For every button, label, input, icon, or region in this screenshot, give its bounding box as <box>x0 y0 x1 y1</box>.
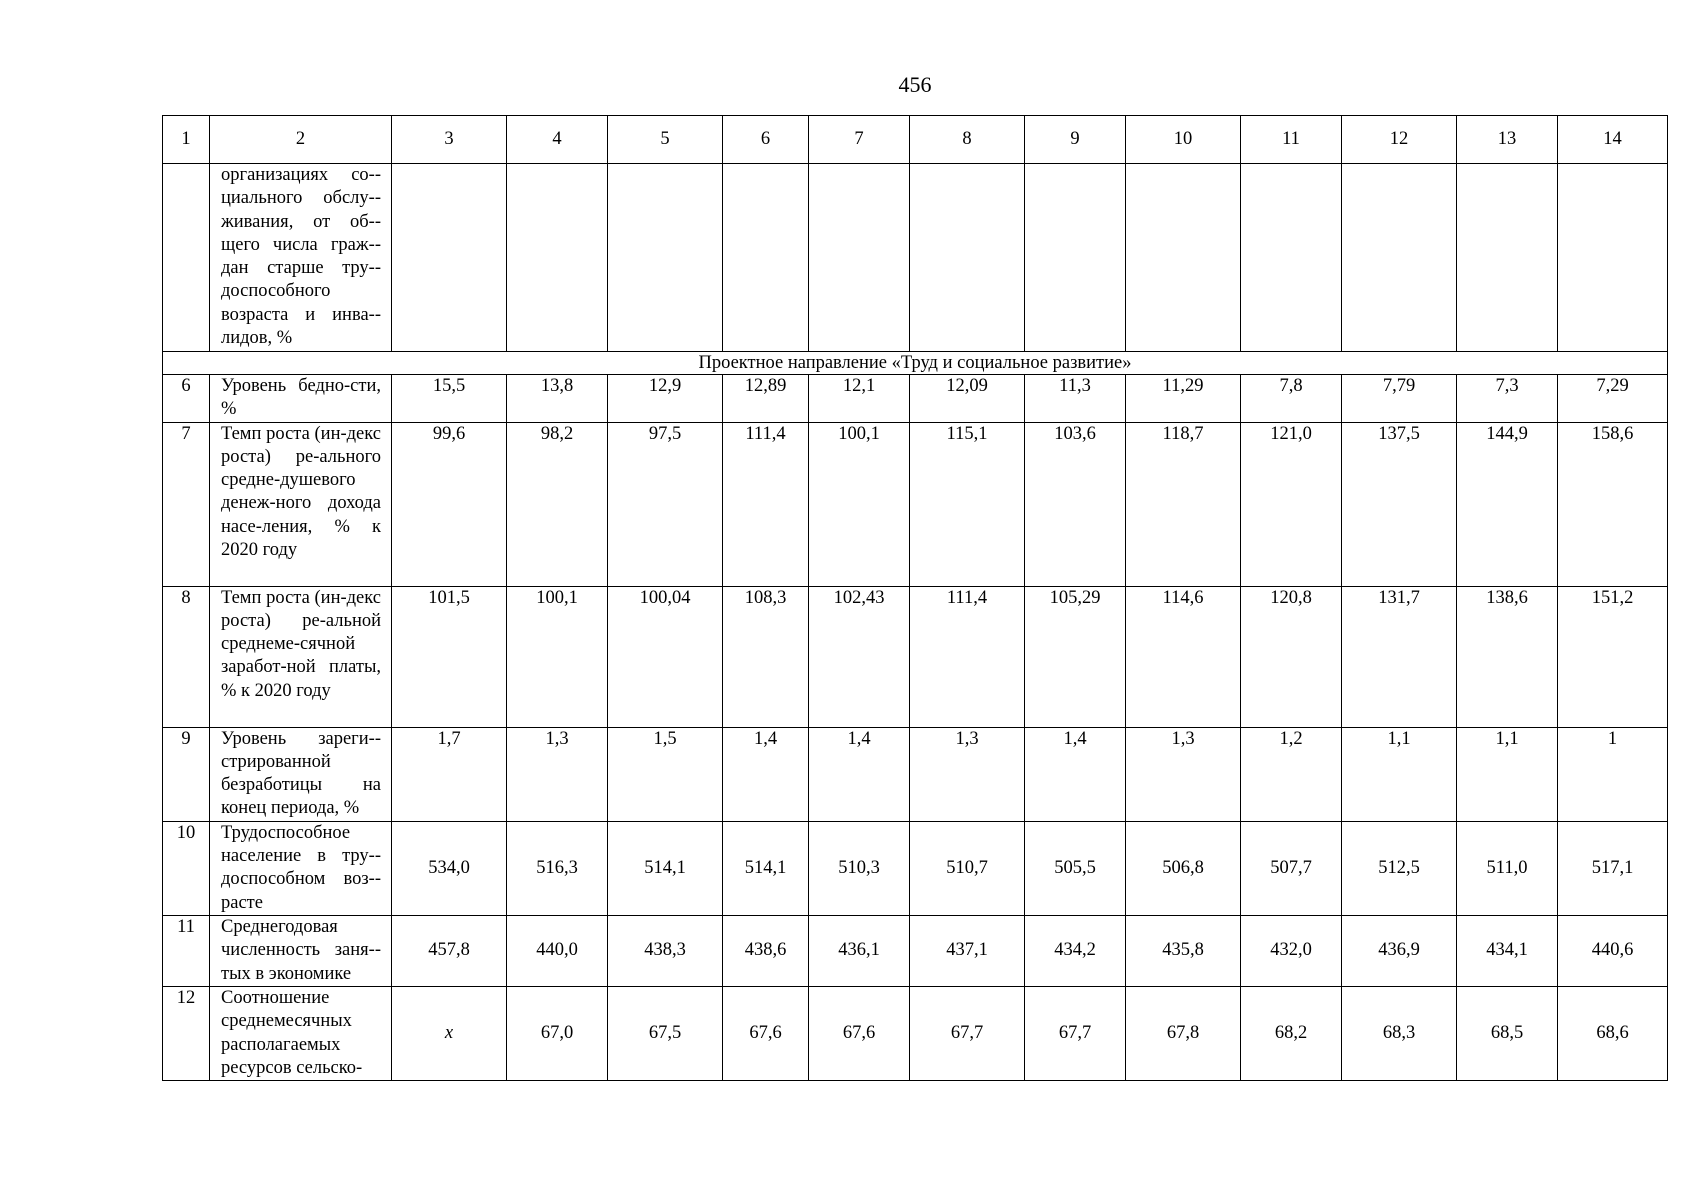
row-number: 10 <box>163 821 210 915</box>
value-cell: 438,6 <box>723 915 809 986</box>
indicator-name: Темп роста (ин-декс роста) ре-ального средне-душевого денеж-ного дохода насе-ления, % к 2020 году <box>210 422 392 586</box>
value-cell: 437,1 <box>910 915 1025 986</box>
value-cell: 7,79 <box>1342 375 1457 423</box>
value-cell: 505,5 <box>1025 821 1126 915</box>
value-cell: 68,6 <box>1558 986 1668 1080</box>
column-header: 5 <box>608 116 723 164</box>
indicator-name: Уровень зареги-стрированной безработицы на конец периода, % <box>210 727 392 821</box>
value-cell: 68,5 <box>1457 986 1558 1080</box>
value-cell: 436,1 <box>809 915 910 986</box>
value-cell: 121,0 <box>1241 422 1342 586</box>
table-row <box>163 586 1668 727</box>
value-cell: 67,6 <box>723 986 809 1080</box>
column-header: 2 <box>210 116 392 164</box>
value-cell: 12,1 <box>809 375 910 423</box>
value-cell: 67,7 <box>1025 986 1126 1080</box>
value-cell: 510,7 <box>910 821 1025 915</box>
value-cell: 1,2 <box>1241 727 1342 821</box>
value-cell: 514,1 <box>608 821 723 915</box>
value-cell: 67,8 <box>1126 986 1241 1080</box>
value-cell <box>1342 164 1457 352</box>
value-cell: 7,3 <box>1457 375 1558 423</box>
column-header: 6 <box>723 116 809 164</box>
value-cell: 440,6 <box>1558 915 1668 986</box>
value-cell <box>910 164 1025 352</box>
value-cell: 114,6 <box>1126 586 1241 727</box>
value-cell: 101,5 <box>392 586 507 727</box>
value-cell <box>1457 164 1558 352</box>
row-number: 12 <box>163 986 210 1080</box>
value-cell: 7,29 <box>1558 375 1668 423</box>
value-cell: 137,5 <box>1342 422 1457 586</box>
value-cell: 111,4 <box>910 586 1025 727</box>
column-header: 11 <box>1241 116 1342 164</box>
value-cell: 507,7 <box>1241 821 1342 915</box>
value-cell: 13,8 <box>507 375 608 423</box>
value-cell: 438,3 <box>608 915 723 986</box>
value-cell: 1,4 <box>723 727 809 821</box>
value-cell <box>608 164 723 352</box>
value-cell: 1,5 <box>608 727 723 821</box>
value-cell: 68,2 <box>1241 986 1342 1080</box>
column-header: 14 <box>1558 116 1668 164</box>
row-number: 7 <box>163 422 210 586</box>
indicator-name: Уровень бедно-сти, % <box>210 375 392 423</box>
row-number: 11 <box>163 915 210 986</box>
value-cell: 7,8 <box>1241 375 1342 423</box>
table-row <box>163 915 1668 986</box>
value-cell <box>1558 164 1668 352</box>
value-cell: 1,7 <box>392 727 507 821</box>
value-cell: 512,5 <box>1342 821 1457 915</box>
value-cell: 1 <box>1558 727 1668 821</box>
value-cell <box>809 164 910 352</box>
value-cell: 511,0 <box>1457 821 1558 915</box>
value-cell: 67,7 <box>910 986 1025 1080</box>
column-header: 1 <box>163 116 210 164</box>
row-number: 6 <box>163 375 210 423</box>
column-header: 12 <box>1342 116 1457 164</box>
value-cell: 1,3 <box>1126 727 1241 821</box>
value-cell <box>723 164 809 352</box>
value-cell: 1,3 <box>507 727 608 821</box>
value-cell: 68,3 <box>1342 986 1457 1080</box>
value-cell: 15,5 <box>392 375 507 423</box>
value-cell: 11,3 <box>1025 375 1126 423</box>
value-cell: 98,2 <box>507 422 608 586</box>
value-cell <box>507 164 608 352</box>
value-cell: 102,43 <box>809 586 910 727</box>
value-cell <box>392 164 507 352</box>
column-header: 7 <box>809 116 910 164</box>
row-number: 8 <box>163 586 210 727</box>
value-cell: 434,2 <box>1025 915 1126 986</box>
value-cell: 11,29 <box>1126 375 1241 423</box>
value-cell: 432,0 <box>1241 915 1342 986</box>
value-cell: 1,1 <box>1342 727 1457 821</box>
column-header: 10 <box>1126 116 1241 164</box>
value-cell: 115,1 <box>910 422 1025 586</box>
page-number: 456 <box>898 72 932 97</box>
value-cell: 103,6 <box>1025 422 1126 586</box>
value-cell: 108,3 <box>723 586 809 727</box>
value-cell: 434,1 <box>1457 915 1558 986</box>
value-cell: 144,9 <box>1457 422 1558 586</box>
value-cell: 67,5 <box>608 986 723 1080</box>
value-cell: 100,1 <box>507 586 608 727</box>
row-number: 9 <box>163 727 210 821</box>
value-cell: 138,6 <box>1457 586 1558 727</box>
column-header: 8 <box>910 116 1025 164</box>
value-cell <box>1025 164 1126 352</box>
column-header: 9 <box>1025 116 1126 164</box>
value-cell: 1,4 <box>1025 727 1126 821</box>
section-title: Проектное направление «Труд и социальное развитие» <box>163 352 1668 375</box>
value-cell: 457,8 <box>392 915 507 986</box>
value-cell: 510,3 <box>809 821 910 915</box>
value-cell: 435,8 <box>1126 915 1241 986</box>
value-cell: 516,3 <box>507 821 608 915</box>
value-cell: 514,1 <box>723 821 809 915</box>
value-cell: 131,7 <box>1342 586 1457 727</box>
value-cell: 99,6 <box>392 422 507 586</box>
value-cell: 1,4 <box>809 727 910 821</box>
value-cell: 67,0 <box>507 986 608 1080</box>
indicator-name: Темп роста (ин-декс роста) ре-альной среднеме-сячной заработ-ной платы, % к 2020 году <box>210 586 392 727</box>
indicator-name: организациях со-циального обслу-живания, от об-щего числа граж-дан старше тру-доспособного возраста и инва-лидов, % <box>210 164 392 352</box>
column-number-row <box>163 116 1668 164</box>
section-header-row <box>163 352 1668 375</box>
table-row <box>163 727 1668 821</box>
value-cell: 97,5 <box>608 422 723 586</box>
table-row <box>163 375 1668 423</box>
column-header: 4 <box>507 116 608 164</box>
value-cell: 12,09 <box>910 375 1025 423</box>
table-row <box>163 986 1668 1080</box>
row-number <box>163 164 210 352</box>
value-cell: 436,9 <box>1342 915 1457 986</box>
value-cell: 120,8 <box>1241 586 1342 727</box>
value-cell: 111,4 <box>723 422 809 586</box>
indicator-name: Трудоспособное население в тру-доспособном воз-расте <box>210 821 392 915</box>
value-cell: 151,2 <box>1558 586 1668 727</box>
value-cell <box>1241 164 1342 352</box>
column-header: 3 <box>392 116 507 164</box>
value-cell: 158,6 <box>1558 422 1668 586</box>
value-cell: 12,89 <box>723 375 809 423</box>
column-header: 13 <box>1457 116 1558 164</box>
value-cell <box>1126 164 1241 352</box>
value-cell: 517,1 <box>1558 821 1668 915</box>
value-cell: 440,0 <box>507 915 608 986</box>
indicator-table <box>162 115 1668 1081</box>
value-cell: 67,6 <box>809 986 910 1080</box>
value-cell: 1,3 <box>910 727 1025 821</box>
value-cell: x <box>392 986 507 1080</box>
indicator-name: Соотношение среднемесячных располагаемых ресурсов сельско- <box>210 986 392 1080</box>
indicator-name: Среднегодовая численность заня-тых в экономике <box>210 915 392 986</box>
value-cell: 118,7 <box>1126 422 1241 586</box>
value-cell: 100,1 <box>809 422 910 586</box>
table-row <box>163 821 1668 915</box>
table-row-continuation <box>163 164 1668 352</box>
value-cell: 12,9 <box>608 375 723 423</box>
table-row <box>163 422 1668 586</box>
value-cell: 506,8 <box>1126 821 1241 915</box>
value-cell: 1,1 <box>1457 727 1558 821</box>
value-cell: 534,0 <box>392 821 507 915</box>
value-cell: 105,29 <box>1025 586 1126 727</box>
value-cell: 100,04 <box>608 586 723 727</box>
